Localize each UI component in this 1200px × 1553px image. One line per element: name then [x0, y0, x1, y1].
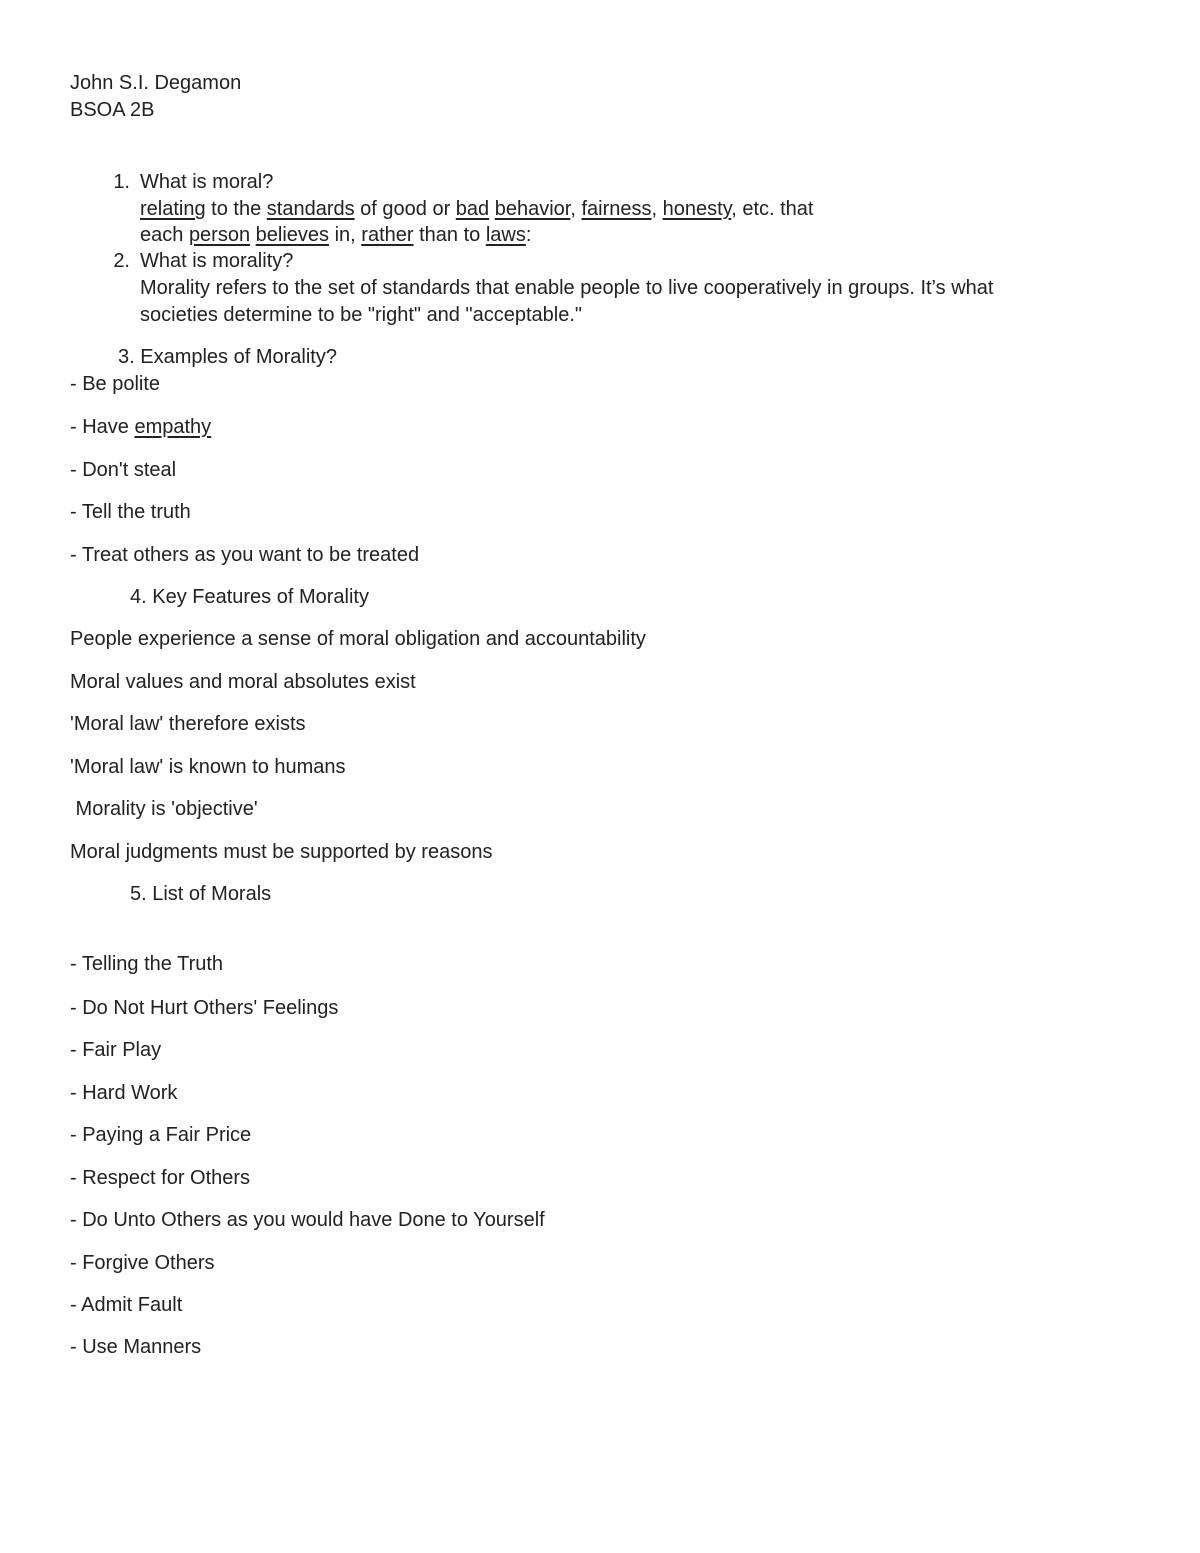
answer-1-line-1	[140, 197, 813, 221]
moral-item: - Forgive Others	[70, 1252, 215, 1274]
answer-1-text: each	[140, 224, 189, 246]
example-item	[70, 415, 211, 439]
example-item-text: - Have	[70, 416, 135, 438]
question-1-text: What is moral?	[140, 171, 274, 193]
example-item: - Tell the truth	[70, 501, 191, 523]
moral-item: - Hard Work	[70, 1082, 178, 1104]
dictionary-link-person[interactable]: person	[188, 224, 251, 246]
dictionary-link-honesty[interactable]: honesty	[662, 198, 732, 220]
answer-1-text: of good or	[354, 198, 456, 220]
moral-item: - Telling the Truth	[70, 953, 224, 975]
feature-item: Moral judgments must be supported by reasons	[70, 841, 493, 863]
dictionary-link-fairness[interactable]: fairness	[581, 198, 652, 220]
feature-item: 'Moral law' therefore exists	[70, 713, 306, 735]
answer-1-text: ,	[570, 198, 582, 220]
section-3-heading: 3. Examples of Morality?	[118, 346, 337, 368]
question-1	[95, 170, 273, 194]
moral-item: - Respect for Others	[70, 1167, 251, 1189]
dictionary-link-believes[interactable]: believes	[255, 224, 330, 246]
answer-1-text: than to	[413, 224, 486, 246]
feature-item: Moral values and moral absolutes exist	[70, 671, 416, 693]
moral-item: - Use Manners	[70, 1336, 202, 1358]
moral-item: - Admit Fault	[70, 1294, 183, 1316]
question-2-text: What is morality?	[140, 250, 294, 272]
section-5-heading: 5. List of Morals	[130, 883, 272, 905]
answer-1-line-2	[140, 223, 531, 247]
dictionary-link-behavior[interactable]: behavior	[494, 198, 571, 220]
dictionary-link-empathy[interactable]: empathy	[134, 416, 212, 438]
answer-2-line-2: societies determine to be "right" and "acceptable."	[140, 304, 582, 326]
answer-1-text: :	[525, 224, 532, 246]
example-item: - Be polite	[70, 373, 161, 395]
feature-item: People experience a sense of moral obligation and accountability	[70, 628, 646, 650]
moral-item: - Do Unto Others as you would have Done to Yourself	[70, 1209, 545, 1231]
example-item: - Don't steal	[70, 459, 177, 481]
answer-1-text: ,	[651, 198, 663, 220]
dictionary-link-standards[interactable]: standards	[266, 198, 355, 220]
question-1-number: 1.	[113, 171, 130, 193]
question-2-number: 2.	[113, 250, 130, 272]
dictionary-link-laws[interactable]: laws	[485, 224, 526, 246]
moral-item: - Do Not Hurt Others' Feelings	[70, 997, 339, 1019]
feature-item: 'Moral law' is known to humans	[70, 756, 346, 778]
dictionary-link-bad[interactable]: bad	[455, 198, 490, 220]
moral-item: - Fair Play	[70, 1039, 162, 1061]
answer-1-text: in,	[329, 224, 362, 246]
dictionary-link-rather[interactable]: rather	[361, 224, 414, 246]
section-4-heading: 4. Key Features of Morality	[130, 586, 369, 608]
class-section: BSOA 2B	[70, 99, 155, 121]
answer-1-text: , etc. that	[731, 198, 814, 220]
question-2	[95, 249, 293, 273]
author-name: John S.I. Degamon	[70, 72, 242, 94]
moral-item: - Paying a Fair Price	[70, 1124, 252, 1146]
example-item: - Treat others as you want to be treated	[70, 544, 420, 566]
answer-2-line-1: Morality refers to the set of standards that enable people to live cooperatively in groups. It’s what	[140, 277, 994, 299]
dictionary-link-relating[interactable]: relating	[140, 198, 206, 220]
feature-item: Morality is 'objective'	[70, 798, 258, 820]
answer-1-text: to the	[205, 198, 267, 220]
